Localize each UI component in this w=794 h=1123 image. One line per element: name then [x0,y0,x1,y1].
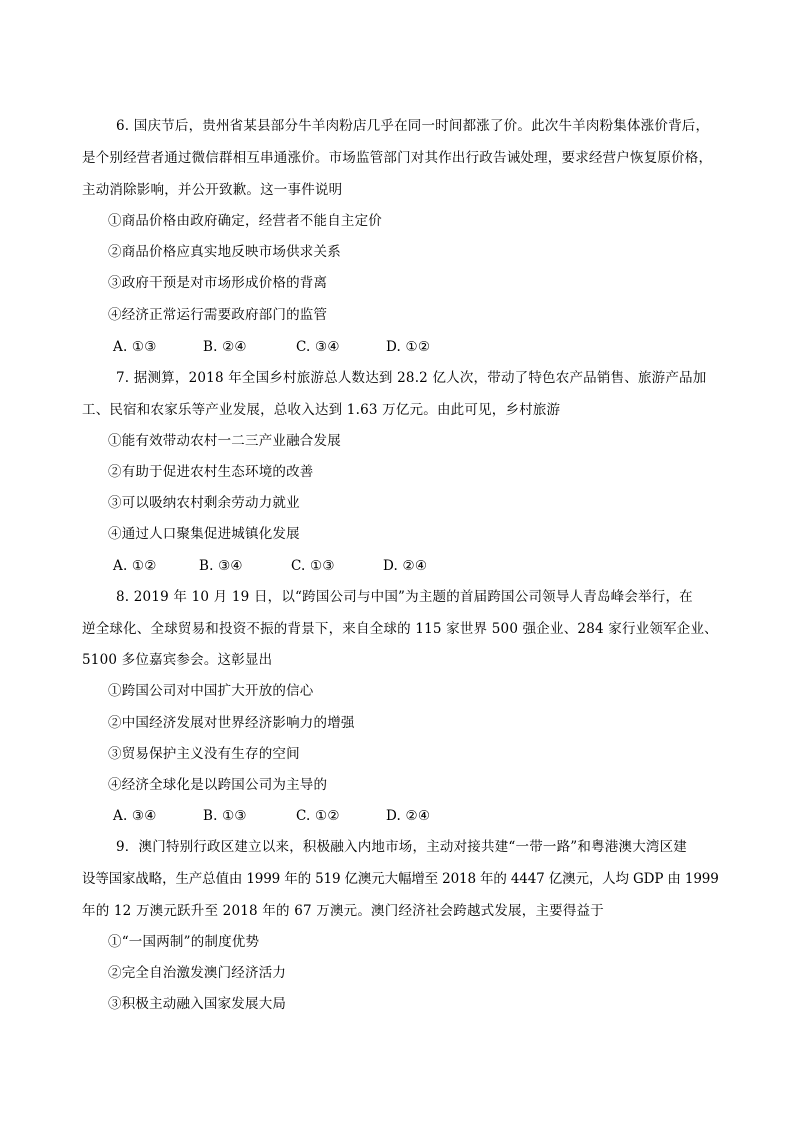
question-7-option-1: ①能有效带动农村一二三产业融合发展 [108,433,341,449]
question-7-option-3: ③可以吸纳农村剩余劳动力就业 [108,495,300,511]
question-7-option-4: ④通过人口聚集促进城镇化发展 [108,526,300,542]
question-8-option-1: ①跨国公司对中国扩大开放的信心 [108,683,314,699]
question-8-option-2: ②中国经济发展对世界经济影响力的增强 [108,715,355,731]
question-6-choice-d: D. ①② [386,339,431,355]
question-9-option-1: ①“一国两制”的制度优势 [108,934,260,950]
question-8-option-3: ③贸易保护主义没有生存的空间 [108,746,300,762]
question-8-option-4: ④经济全球化是以跨国公司为主导的 [108,777,328,793]
question-6-option-1: ①商品价格由政府确定，经营者不能自主定价 [108,213,382,229]
question-8-stem-line-1: 8. 2019 年 10 月 19 日，以“跨国公司与中国”为主题的首届跨国公司领导人青岛峰会举行，在 [116,589,693,605]
question-6-stem-line-2: 是个别经营者通过微信群相互串通涨价。市场监管部门对其作出行政告诫处理，要求经营户恢复原价格， [82,150,713,166]
question-6-choice-b: B. ②④ [203,339,247,355]
question-8-choice-c: C. ①② [296,808,340,824]
question-9-stem-line-2: 设等国家战略，生产总值由 1999 年的 519 亿澳元大幅增至 2018 年的 4447 亿澳元，人均 GDP 由 1999 [82,871,719,887]
question-7-choice-b: B. ③④ [199,558,243,574]
question-8-stem-line-2: 逆全球化、全球贸易和投资不振的背景下，来自全球的 115 家世界 500 强企业、284 家行业领军企业、 [82,621,718,637]
question-7-stem-line-1: 7. 据测算，2018 年全国乡村旅游总人数达到 28.2 亿人次，带动了特色农产品销售、旅游产品加 [116,370,707,386]
question-6-choice-c: C. ③④ [296,339,340,355]
question-6-stem-line-3: 主动消除影响，并公开致歉。这一事件说明 [82,182,343,198]
question-9-stem-line-1: 9．澳门特别行政区建立以来，积极融入内地市场，主动对接共建“一带一路”和粤港澳大湾区建 [116,839,687,855]
question-7-option-2: ②有助于促进农村生态环境的改善 [108,464,314,480]
question-7-choice-c: C. ①③ [291,558,335,574]
question-6-option-4: ④经济正常运行需要政府部门的监管 [108,307,328,323]
question-8-choice-a: A. ③④ [113,808,157,824]
question-6-option-3: ③政府干预是对市场形成价格的背离 [108,275,328,291]
question-9-option-2: ②完全自治激发澳门经济活力 [108,965,287,981]
question-7-choice-a: A. ①② [113,558,157,574]
question-8-choice-d: D. ②④ [386,808,431,824]
question-8-choice-b: B. ①③ [203,808,247,824]
question-6-choice-a: A. ①③ [113,339,157,355]
question-9-option-3: ③积极主动融入国家发展大局 [108,996,287,1012]
question-9-stem-line-3: 年的 12 万澳元跃升至 2018 年的 67 万澳元。澳门经济社会跨越式发展，主要得益于 [82,903,604,919]
question-8-stem-line-3: 5100 多位嘉宾参会。这彰显出 [82,652,273,668]
question-6-stem-line-1: 6. 国庆节后，贵州省某县部分牛羊肉粉店几乎在同一时间都涨了价。此次牛羊肉粉集体涨价背后， [116,118,710,134]
question-6-option-2: ②商品价格应真实地反映市场供求关系 [108,244,341,260]
question-7-stem-line-2: 工、民宿和农家乐等产业发展，总收入达到 1.63 万亿元。由此可见，乡村旅游 [82,402,561,418]
question-7-choice-d: D. ②④ [383,558,428,574]
